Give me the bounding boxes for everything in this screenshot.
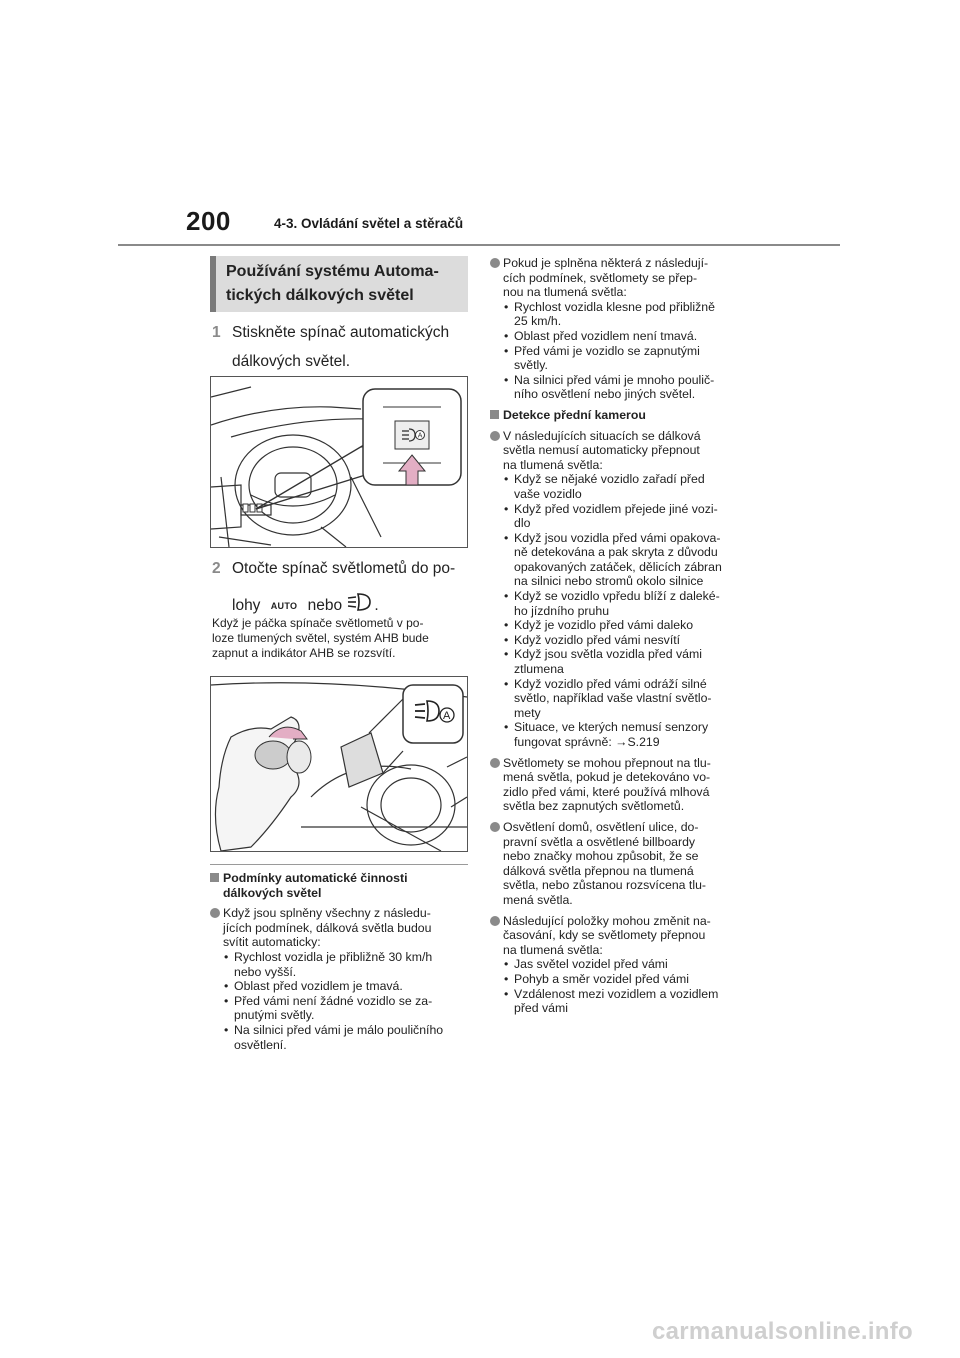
circle-bullet-icon bbox=[490, 258, 500, 268]
text-line: na tlumená světla: bbox=[503, 457, 603, 472]
step-text: Otočte spínač světlometů do po- bbox=[232, 560, 456, 577]
bullet-paragraph bbox=[490, 914, 756, 958]
text-line: nebo značky mohou způsobit, že se bbox=[503, 849, 699, 864]
heading-line: Podmínky automatické činnosti bbox=[223, 871, 408, 885]
step-text: nebo bbox=[307, 597, 343, 615]
list-item: • Když vozidlo před vámi odráží silné světlo, například vaše vlastní světlo- mety bbox=[490, 677, 756, 721]
badge-letter: A bbox=[417, 432, 423, 440]
list-item: • Před vámi není žádné vozidlo se za- pnutými světly. bbox=[210, 994, 468, 1023]
text-line: cích podmínek, světlomety se přep- bbox=[503, 270, 698, 285]
list-item: • Oblast před vozidlem není tmavá. bbox=[490, 329, 756, 344]
step-2-note bbox=[212, 616, 429, 661]
text-line: pravní světla a osvětlené billboardy bbox=[503, 834, 696, 849]
step-2 bbox=[212, 556, 455, 621]
text-line: jících podmínek, dálková světla budou bbox=[223, 920, 432, 935]
text-line: nou na tlumená světla: bbox=[503, 285, 627, 300]
list-item: • Když jsou světla vozidla před vámi ztlumena bbox=[490, 647, 756, 676]
text-line: svítit automaticky: bbox=[223, 935, 321, 950]
circle-bullet-icon bbox=[490, 822, 500, 832]
list-item: • Když se vozidlo vpředu blíží z daleké- ho jízdního pruhu bbox=[490, 589, 756, 618]
list-item: • Když se nějaké vozidlo zařadí před vaše vozidlo bbox=[490, 472, 756, 501]
list-item: • Pohyb a směr vozidel před vámi bbox=[490, 972, 756, 987]
list-item: • Když vozidlo před vámi nesvítí bbox=[490, 633, 756, 648]
section-heading bbox=[210, 871, 468, 900]
header-rule bbox=[118, 244, 840, 246]
condition-list bbox=[490, 300, 756, 402]
page-reference-link[interactable]: fungovat správně: →S.219 bbox=[514, 735, 660, 749]
list-item: • Rychlost vozidla je přibližně 30 km/h nebo vyšší. bbox=[210, 950, 468, 979]
note-line: zapnut a indikátor AHB se rozsvítí. bbox=[212, 646, 396, 660]
watermark: carmanualsonline.info bbox=[652, 1318, 914, 1345]
text-line: světla, nebo zůstanou rozsvícena tlu- bbox=[503, 878, 707, 893]
right-column bbox=[490, 256, 756, 1016]
bullet-paragraph bbox=[210, 906, 468, 950]
step-text: Stiskněte spínač automatických bbox=[232, 324, 450, 341]
note-line: loze tlumených světel, systém AHB bude bbox=[212, 631, 429, 645]
conditions-section bbox=[210, 864, 468, 1052]
heading-line: dálkových světel bbox=[223, 885, 322, 900]
text-line: Světlomety se mohou přepnout na tlu- bbox=[503, 755, 711, 770]
circle-bullet-icon bbox=[490, 916, 500, 926]
topic-heading bbox=[210, 256, 468, 312]
text-line: Když jsou splněny všechny z následu- bbox=[223, 906, 431, 921]
figure-lever-indicator bbox=[210, 676, 468, 852]
note-line: Když je páčka spínače světlometů v po- bbox=[212, 616, 424, 630]
list-item: • Když je vozidlo před vámi daleko bbox=[490, 618, 756, 633]
text-line: Pokud je splněna některá z následují- bbox=[503, 256, 709, 270]
factor-list bbox=[490, 957, 756, 1015]
list-item: • Jas světel vozidel před vámi bbox=[490, 957, 756, 972]
text-line: zidlo před vámi, které používá mlhová bbox=[503, 784, 710, 799]
circle-bullet-icon bbox=[490, 431, 500, 441]
bullet-paragraph bbox=[490, 756, 756, 814]
situation-list bbox=[490, 472, 756, 749]
step-text: lohy bbox=[232, 597, 261, 615]
page-number: 200 bbox=[186, 206, 231, 236]
text-line: na tlumená světla: bbox=[503, 942, 603, 957]
list-item: • Když před vozidlem přejede jiné vozi- dlo bbox=[490, 502, 756, 531]
bullet-paragraph bbox=[490, 429, 756, 473]
circle-bullet-icon bbox=[210, 908, 220, 918]
text-line: světla bez zapnutých světlometů. bbox=[503, 799, 685, 814]
topic-heading-line: tických dálkových světel bbox=[226, 287, 414, 304]
step-number: 1 bbox=[212, 324, 221, 341]
auto-icon: AUTO bbox=[270, 600, 298, 611]
list-item: • Rychlost vozidla klesne pod přibližně 25 km/h. bbox=[490, 300, 756, 329]
step-text: dálkových světel. bbox=[232, 353, 351, 370]
circle-bullet-icon bbox=[490, 758, 500, 768]
bullet-paragraph bbox=[490, 256, 756, 300]
step-text: . bbox=[374, 597, 379, 615]
topic-heading-line: Používání systému Automa- bbox=[226, 263, 439, 280]
text-line: dálková světla přepnou na tlumená bbox=[503, 863, 694, 878]
list-item: • Oblast před vozidlem je tmavá. bbox=[210, 979, 468, 994]
list-item: • Na silnici před vámi je mnoho poulič- ního osvětlení nebo jiných světel. bbox=[490, 373, 756, 402]
step-number: 2 bbox=[212, 560, 221, 577]
text-line: mená světla, pokud je detekováno vo- bbox=[503, 770, 711, 785]
text-line: světla nemusí automaticky přepnout bbox=[503, 443, 700, 458]
section-heading bbox=[490, 408, 756, 423]
text-line: Osvětlení domů, osvětlení ulice, do- bbox=[503, 819, 699, 834]
square-bullet-icon bbox=[490, 410, 499, 419]
condition-list bbox=[210, 950, 468, 1052]
figure-ahb-switch bbox=[210, 376, 468, 548]
heading-line: Detekce přední kamerou bbox=[503, 407, 646, 422]
step-1 bbox=[212, 320, 449, 374]
square-bullet-icon bbox=[210, 873, 219, 882]
bullet-paragraph bbox=[490, 820, 756, 908]
list-item: • Na silnici před vámi je málo pouličního osvětlení. bbox=[210, 1023, 468, 1052]
text-line: V následujících situacích se dálková bbox=[503, 428, 701, 443]
text-line: mená světla. bbox=[503, 892, 573, 907]
list-item: • Před vámi je vozidlo se zapnutými světly. bbox=[490, 344, 756, 373]
list-item: • Vzdálenost mezi vozidlem a vozidlem před vámi bbox=[490, 987, 756, 1016]
text-line: časování, kdy se světlomety přepnou bbox=[503, 928, 706, 943]
divider bbox=[210, 864, 468, 865]
text-line: Následující položky mohou změnit na- bbox=[503, 913, 711, 928]
section-title: 4-3. Ovládání světel a stěračů bbox=[274, 216, 464, 231]
list-item: • Když jsou vozidla před vámi opakova- ně detekována a pak skryta z důvodu opakovaných zatáček, dělicích zábran na silnici nebo stromů okolo silnice bbox=[490, 531, 756, 589]
badge-letter: A bbox=[443, 710, 451, 722]
list-item: • Situace, ve kterých nemusí senzory fungovat správně: →S.219 bbox=[490, 720, 756, 749]
